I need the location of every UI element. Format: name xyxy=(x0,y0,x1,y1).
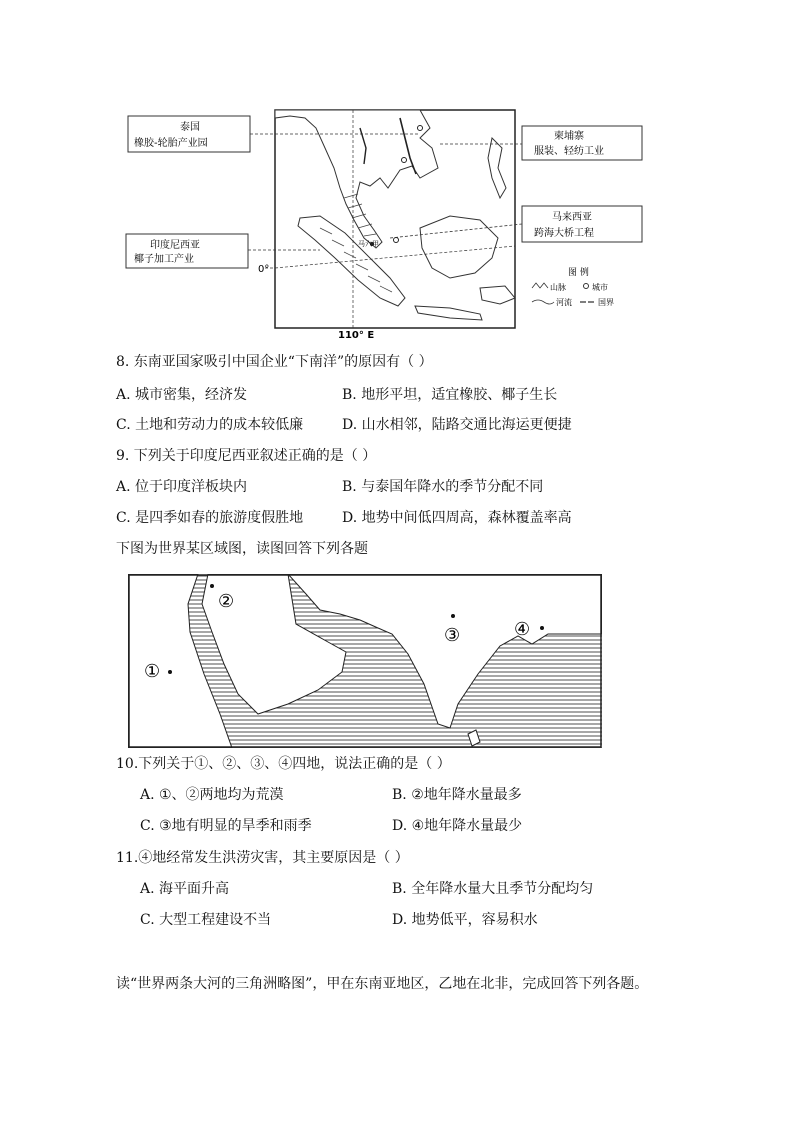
map-legend xyxy=(532,266,614,307)
question-11-option-c[interactable]: C. 大型工程建设不当 xyxy=(140,912,272,928)
callout-indonesia-1: 印度尼西亚 xyxy=(150,240,200,251)
question-10-option-c[interactable]: C. ③地有明显的旱季和雨季 xyxy=(140,818,312,834)
question-8-stem: 8. 东南亚国家吸引中国企业“下南洋”的原因有（ ） xyxy=(116,354,433,370)
question-8-option-a[interactable]: A. 城市密集，经济发 xyxy=(116,387,248,403)
callout-thailand-1: 泰国 xyxy=(180,122,200,133)
question-11-option-d[interactable]: D. 地势低平，容易积水 xyxy=(392,912,538,928)
malacca-label: 马六甲 xyxy=(358,240,379,248)
equator-label: 0° xyxy=(258,264,270,275)
question-10-stem: 10.下列关于①、②、③、④四地，说法正确的是（ ） xyxy=(116,756,451,772)
legend-title: 图 例 xyxy=(568,268,589,278)
map2-intro: 下图为世界某区域图，读图回答下列各题 xyxy=(116,541,368,557)
question-9-option-d[interactable]: D. 地势中间低四周高，森林覆盖率高 xyxy=(342,510,572,526)
callout-indonesia-2: 椰子加工产业 xyxy=(134,254,194,265)
question-8-option-c[interactable]: C. 土地和劳动力的成本较低廉 xyxy=(116,417,304,433)
marker-1: ① xyxy=(144,661,161,682)
legend-border: 国界 xyxy=(598,298,614,307)
legend-river: 河流 xyxy=(556,298,572,307)
question-8-option-b[interactable]: B. 地形平坦，适宜橡胶、椰子生长 xyxy=(342,387,558,403)
world-region-map xyxy=(128,574,602,748)
question-9-option-c[interactable]: C. 是四季如春的旅游度假胜地 xyxy=(116,510,304,526)
meridian-label: 110° E xyxy=(338,330,375,338)
marker-2: ② xyxy=(218,591,235,612)
marker-3: ③ xyxy=(444,625,461,646)
callout-cambodia-2: 服装、轻纺工业 xyxy=(534,146,604,157)
question-10-option-d[interactable]: D. ④地年降水量最少 xyxy=(392,818,523,834)
question-9-option-b[interactable]: B. 与泰国年降水的季节分配不同 xyxy=(342,479,544,495)
callout-cambodia-1: 柬埔寨 xyxy=(554,131,584,142)
question-9-stem: 9. 下列关于印度尼西亚叙述正确的是（ ） xyxy=(116,448,377,464)
callout-malaysia-1: 马来西亚 xyxy=(552,212,592,223)
question-11-option-a[interactable]: A. 海平面升高 xyxy=(140,881,230,897)
delta-intro: 读“世界两条大河的三角洲略图”，甲在东南亚地区，乙地在北非，完成回答下列各题。 xyxy=(116,976,649,992)
question-8-option-d[interactable]: D. 山水相邻，陆路交通比海运更便捷 xyxy=(342,417,572,433)
legend-city: 城市 xyxy=(592,283,608,292)
question-11-option-b[interactable]: B. 全年降水量大且季节分配均匀 xyxy=(392,881,594,897)
callout-malaysia-2: 跨海大桥工程 xyxy=(534,228,594,239)
legend-mountain: 山脉 xyxy=(550,283,566,292)
question-10-option-b[interactable]: B. ②地年降水量最多 xyxy=(392,787,522,803)
marker-4: ④ xyxy=(514,619,531,640)
question-11-stem: 11.④地经常发生洪涝灾害，其主要原因是（ ） xyxy=(116,850,409,866)
question-10-option-a[interactable]: A. ①、②两地均为荒漠 xyxy=(140,787,284,803)
southeast-asia-map xyxy=(120,108,650,338)
question-9-option-a[interactable]: A. 位于印度洋板块内 xyxy=(116,479,248,495)
callout-thailand-2: 橡胶-轮胎产业园 xyxy=(134,138,208,149)
